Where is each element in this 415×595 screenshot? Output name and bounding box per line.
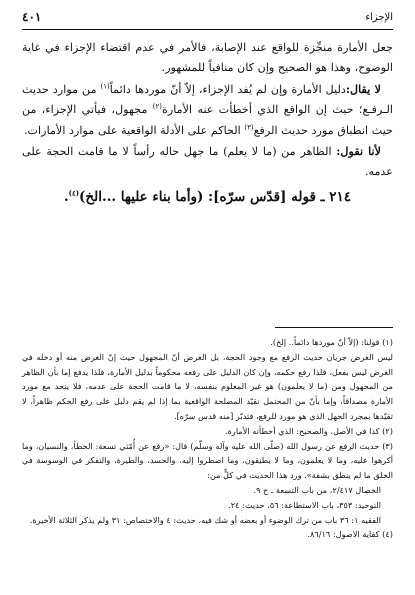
section-heading-end: . (63, 188, 69, 205)
paragraph-1: جعل الأمارة منجِّزة للواقع عند الإصابة، فالأمر في عدم اقتضاء الإجزاء في غاية الوضوح، وهذا هو الصحيح وإن كان منافياً للمشهور. (22, 41, 393, 75)
page-number: ٤٠١ (22, 10, 42, 24)
paragraph-2-text-c: مجهول، فيأتي الإجزاء، من حيث انطباق مورد حديث الرفع (22, 103, 393, 137)
paragraph-3-lead: لأنا نقول: (336, 144, 382, 159)
section-heading-text: ٢١٤ ـ قوله [قدّس سرّه]: (وأما بناء عليها ...الخ) (79, 188, 352, 205)
page-header (22, 10, 393, 28)
footnote-divider (275, 327, 393, 328)
footnotes (22, 335, 393, 542)
paragraph-2-lead: لا يقال: (345, 81, 381, 96)
footnote-ref-1: (١) (100, 82, 110, 91)
paragraph-2-text-a: دليل الأمارة وإن لم يُفد الإجزاء، إلاّ أنّ موردها دائماً (109, 82, 346, 96)
document-page (22, 0, 393, 595)
paragraph-3 (22, 141, 393, 183)
footnote-ref-3: (٣) (244, 122, 254, 131)
paragraph-2 (22, 79, 393, 141)
footnote-4: (٤) كفاية الاصول: ٨٦/١٦. (307, 529, 393, 540)
section-heading (22, 187, 393, 207)
paragraph-3-text: الظاهر من (ما لا يعلم) ما جهل حاله رأساً لا ما قامت الحجة على عدمه. (22, 145, 393, 179)
header-divider (22, 29, 393, 30)
paragraph-2-text-b: من موارد حديث الـرفـع؛ حيث إن الواقع الذي أخطأت عنه الأمارة (22, 82, 393, 117)
running-title: الإجزاء (365, 12, 393, 23)
footnote-2: (٢) كذا في الأصل، والصحيح: الذي أخطأته الأمارة. (225, 425, 393, 436)
paragraph-2-text-d: الحاكم على الأدلة الواقعية على موارد الأمارات. (23, 123, 241, 137)
footnote-1-body: ليس الغرض جريان حديث الرفع مع وجود الحجة، بل الغرض أنّ المجهول حيث إنّ الغرض منه أو دخله في الغرض ليس بفعل، فلذا رفع حكمه، وإن كان الدليل على رفعه محكوماً بدليل الأمارة، فلذا يدفع إما بأن الظاهر من المجهول ومن (ما لا يعلمون) هو غير المعلوم بنفسه، لا ما قامت الحجة على عدمه، فلا يتحد مع مورد الأمارة مصداقاً، وإما بأنّ من المحتمل تقيّد المصلحة الواقعية بما إذا لم يقم دليل على رفع الحكم ظاهراً، لا تقيّدها بمجرد الجهل الذي هو مورد للرفع، فتدبّر [منه قدس سرّه]. (22, 351, 393, 421)
footnote-3-source-3: الفقيه ١: ٣٦ باب من ترك الوضوء أو بعضه أو شك فيه، حديث: ٤ والاختصاص: ٣١ ولم يذكر الثلاثة الأخيرة. (29, 514, 381, 525)
footnote-ref-2: (٢) (152, 102, 162, 111)
footnote-3-source-1: الخصال ٢/٤١٧، من باب التسعة ـ ح ٩. (253, 484, 381, 495)
footnote-ref-4: (٤) (68, 188, 80, 198)
footnote-3-source-2: التوحيد: ٣٥٣، باب الاستطاعة: ٥٦، حديث: ٢٤. (228, 499, 381, 510)
footnote-1-heading: (١) قولنا: (إلاّ أنّ موردها دائماً.. إلخ). (270, 337, 393, 347)
footnote-3: (٣) حديث الرفع عن رسول الله (صلّى الله عليه وآله وسلّم) قال: «رفع عن أُمّتي تسعة: الخطأ، والنسيان، وما أكرهوا عليه، وما لا يعلمون، وما لا يطيقون، وما اضطروا إليه، والحسد، والطيرة، والتفكر في الوسوسة في الخلق ما لم ينطق بشفة». ورد هذا الحديث في كلٍّ من: (22, 440, 393, 481)
main-text (22, 38, 393, 207)
